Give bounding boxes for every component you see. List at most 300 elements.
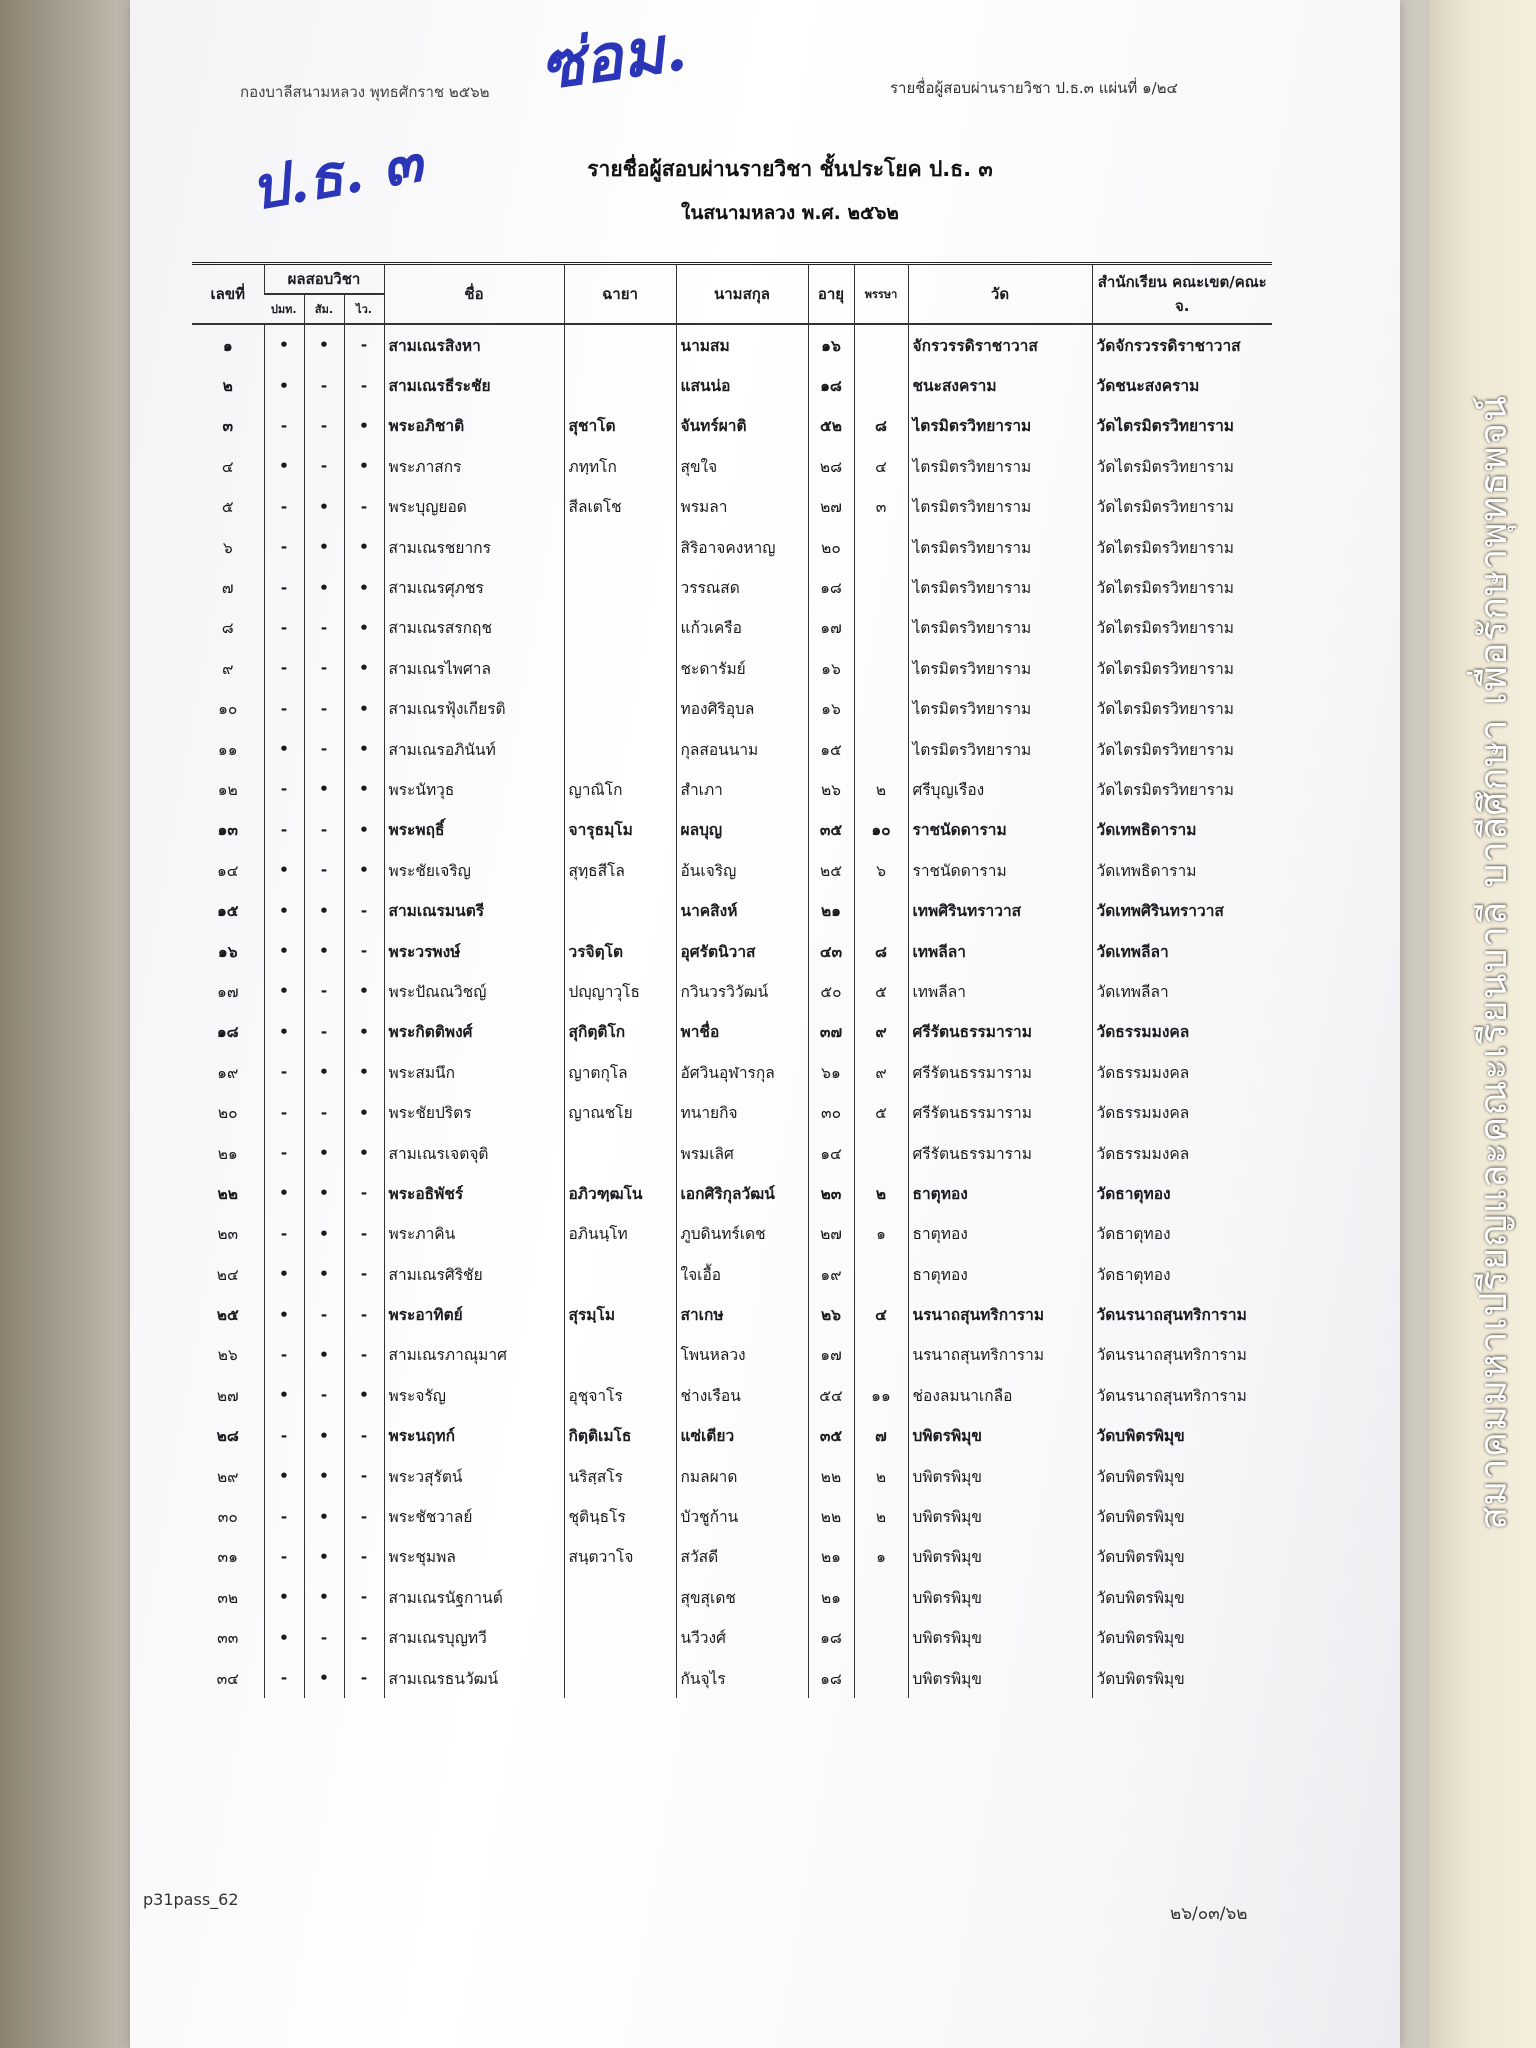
- cell-m1: •: [264, 1254, 304, 1294]
- cell-age: ๒๗: [808, 487, 854, 527]
- cell-m2: •: [304, 1173, 344, 1213]
- table-row: [192, 1496, 1272, 1536]
- cell-school: วัดเทพธิดาราม: [1092, 850, 1272, 890]
- cell-no: ๕: [221, 498, 234, 517]
- cell-name: สามเณรไพศาล: [384, 648, 564, 688]
- cell-surname: นามสม: [676, 324, 808, 365]
- cell-school: วัดนรนาถสุนทริการาม: [1092, 1375, 1272, 1415]
- cell-vassa: [854, 324, 908, 365]
- cell-m2: •: [304, 1052, 344, 1092]
- cell-school: วัดไตรมิตรวิทยาราม: [1092, 527, 1272, 567]
- cell-m1: -: [264, 1092, 304, 1132]
- cell-chaya: ชุตินฺธโร: [564, 1496, 676, 1536]
- cell-no: ๓๓: [217, 1629, 239, 1648]
- cell-m1: •: [264, 365, 304, 405]
- cell-school: วัดนรนาถสุนทริการาม: [1092, 1294, 1272, 1334]
- cell-surname: ทนายกิจ: [676, 1092, 808, 1132]
- cell-age: ๓๕: [808, 1416, 854, 1456]
- cell-m3: •: [344, 1133, 384, 1173]
- cell-m2: -: [304, 1092, 344, 1132]
- cell-school: วัดเทพลีลา: [1092, 931, 1272, 971]
- cell-m1: -: [264, 1214, 304, 1254]
- cell-age: ๒๐: [808, 527, 854, 567]
- cell-no: ๑๘: [216, 1023, 239, 1042]
- cell-vassa: [854, 1577, 908, 1617]
- cell-m3: •: [344, 810, 384, 850]
- cell-school: วัดธาตุทอง: [1092, 1214, 1272, 1254]
- cell-surname: ใจเอื้อ: [676, 1254, 808, 1294]
- cell-m3: -: [344, 1294, 384, 1334]
- cell-chaya: [564, 648, 676, 688]
- cell-m2: •: [304, 1133, 344, 1173]
- cell-wat: เทพลีลา: [908, 971, 1092, 1011]
- cell-chaya: [564, 365, 676, 405]
- cell-name: พระนัทวุธ: [384, 769, 564, 809]
- cell-m3: -: [344, 931, 384, 971]
- cell-name: พระภาคิน: [384, 1214, 564, 1254]
- cell-wat: ธาตุทอง: [908, 1254, 1092, 1294]
- table-row: [192, 890, 1272, 930]
- cell-school: วัดไตรมิตรวิทยาราม: [1092, 608, 1272, 648]
- cell-chaya: [564, 608, 676, 648]
- table-row: [192, 1092, 1272, 1132]
- col-name: ชื่อ: [384, 264, 564, 325]
- cell-m2: -: [304, 608, 344, 648]
- cell-vassa: ๒: [854, 1456, 908, 1496]
- cell-school: วัดธาตุทอง: [1092, 1254, 1272, 1294]
- cell-surname: สิริอาจคงหาญ: [676, 527, 808, 567]
- cell-m1: -: [264, 527, 304, 567]
- table-row: [192, 1335, 1272, 1375]
- cell-vassa: [854, 608, 908, 648]
- cell-no: ๑๒: [217, 780, 238, 799]
- cell-vassa: ๑๑: [854, 1375, 908, 1415]
- table-row: [192, 1133, 1272, 1173]
- cell-m1: -: [264, 648, 304, 688]
- cell-wat: ไตรมิตรวิทยาราม: [908, 406, 1092, 446]
- cell-no: ๑๙: [217, 1063, 239, 1082]
- cell-wat: บพิตรพิมุข: [908, 1456, 1092, 1496]
- document-title: รายชื่อผู้สอบผ่านรายวิชา ชั้นประโยค ป.ธ. ๓: [587, 157, 993, 181]
- cell-wat: เทพลีลา: [908, 931, 1092, 971]
- cell-school: วัดเทพธิดาราม: [1092, 810, 1272, 850]
- cell-m2: •: [304, 1254, 344, 1294]
- cell-no: ๑๗: [217, 982, 239, 1001]
- cell-school: วัดบพิตรพิมุข: [1092, 1456, 1272, 1496]
- background-left: [0, 0, 150, 2048]
- cell-m2: •: [304, 1335, 344, 1375]
- cell-m2: -: [304, 446, 344, 486]
- col-sub-wai: ไว.: [344, 294, 384, 324]
- handwriting-top: ซ่อม.: [535, 10, 691, 105]
- cell-school: วัดไตรมิตรวิทยาราม: [1092, 487, 1272, 527]
- cell-age: ๓๗: [808, 1012, 854, 1052]
- cell-m3: -: [344, 324, 384, 365]
- cell-age: ๑๘: [808, 567, 854, 607]
- cell-wat: ศรีรัตนธรรมาราม: [908, 1133, 1092, 1173]
- cell-vassa: [854, 729, 908, 769]
- cell-m1: •: [264, 1294, 304, 1334]
- cell-no: ๑๑: [217, 740, 238, 759]
- cell-surname: ผลบุญ: [676, 810, 808, 850]
- cell-chaya: [564, 1133, 676, 1173]
- col-age: อายุ: [808, 264, 854, 325]
- cell-school: วัดเทพลีลา: [1092, 971, 1272, 1011]
- cell-m2: -: [304, 810, 344, 850]
- cell-no: ๘: [221, 619, 234, 638]
- cell-m2: •: [304, 1456, 344, 1496]
- cell-no: ๓๒: [217, 1588, 239, 1607]
- cell-m2: -: [304, 971, 344, 1011]
- table-row: [192, 1052, 1272, 1092]
- cell-chaya: สนฺตวาโจ: [564, 1537, 676, 1577]
- cell-m1: •: [264, 1173, 304, 1213]
- cell-m2: •: [304, 890, 344, 930]
- cell-name: สามเณรสิงหา: [384, 324, 564, 365]
- cell-name: พระนฤทก์: [384, 1416, 564, 1456]
- cell-age: ๓๕: [808, 810, 854, 850]
- side-watermark-text: สมาคมมหาเปรียญและคณะเรียนบาลี บาลีศึกษา เพื่อรักษาพุทธพจน์: [1471, 395, 1515, 1530]
- cell-m3: -: [344, 365, 384, 405]
- col-sub-pmt: ปมท.: [264, 294, 304, 324]
- cell-age: ๒๓: [808, 1173, 854, 1213]
- table-row: [192, 810, 1272, 850]
- cell-chaya: กิตฺติเมโธ: [564, 1416, 676, 1456]
- cell-name: พระวสุรัตน์: [384, 1456, 564, 1496]
- cell-school: วัดธาตุทอง: [1092, 1173, 1272, 1213]
- table-row: [192, 324, 1272, 365]
- cell-m1: -: [264, 406, 304, 446]
- cell-school: วัดบพิตรพิมุข: [1092, 1537, 1272, 1577]
- cell-wat: ไตรมิตรวิทยาราม: [908, 567, 1092, 607]
- cell-age: ๑๘: [808, 365, 854, 405]
- cell-age: ๑๖: [808, 689, 854, 729]
- cell-m1: •: [264, 1577, 304, 1617]
- cell-surname: จันทร์ผาติ: [676, 406, 808, 446]
- cell-wat: ชนะสงคราม: [908, 365, 1092, 405]
- col-surname: นามสกุล: [676, 264, 808, 325]
- cell-vassa: [854, 1618, 908, 1658]
- cell-chaya: [564, 1658, 676, 1698]
- table-row: [192, 406, 1272, 446]
- cell-m2: •: [304, 769, 344, 809]
- cell-chaya: จารุธมฺโม: [564, 810, 676, 850]
- cell-age: ๒๒: [808, 1456, 854, 1496]
- cell-name: พระภาสกร: [384, 446, 564, 486]
- cell-name: สามเณรฟุ้งเกียรติ: [384, 689, 564, 729]
- cell-school: วัดเทพศิรินทราวาส: [1092, 890, 1272, 930]
- cell-school: วัดไตรมิตรวิทยาราม: [1092, 567, 1272, 607]
- cell-surname: บัวชูก้าน: [676, 1496, 808, 1536]
- cell-name: สามเณรศิริชัย: [384, 1254, 564, 1294]
- cell-m3: •: [344, 527, 384, 567]
- cell-m2: •: [304, 527, 344, 567]
- cell-vassa: [854, 1133, 908, 1173]
- cell-no: ๑๓: [217, 821, 238, 840]
- table-row: [192, 1416, 1272, 1456]
- cell-name: สามเณรภาณุมาศ: [384, 1335, 564, 1375]
- cell-no: ๒๘: [216, 1427, 239, 1446]
- cell-surname: อ้นเจริญ: [676, 850, 808, 890]
- cell-no: ๒๓: [217, 1225, 239, 1244]
- cell-name: พระวรพงษ์: [384, 931, 564, 971]
- cell-m3: •: [344, 648, 384, 688]
- cell-school: วัดไตรมิตรวิทยาราม: [1092, 689, 1272, 729]
- cell-school: วัดธรรมมงคล: [1092, 1133, 1272, 1173]
- table-row: [192, 1537, 1272, 1577]
- cell-wat: ไตรมิตรวิทยาราม: [908, 648, 1092, 688]
- cell-m2: -: [304, 648, 344, 688]
- cell-surname: สำเภา: [676, 769, 808, 809]
- cell-wat: ราชนัดดาราม: [908, 810, 1092, 850]
- cell-m3: -: [344, 1577, 384, 1617]
- cell-surname: พรมลา: [676, 487, 808, 527]
- cell-wat: ธาตุทอง: [908, 1173, 1092, 1213]
- cell-chaya: สุชาโต: [564, 406, 676, 446]
- cell-m1: •: [264, 890, 304, 930]
- table-row: [192, 446, 1272, 486]
- cell-no: ๒๖: [217, 1346, 238, 1365]
- cell-wat: จักรวรรดิราชาวาส: [908, 324, 1092, 365]
- cell-m1: -: [264, 1133, 304, 1173]
- cell-chaya: ญาตกุโล: [564, 1052, 676, 1092]
- col-results-group: ผลสอบวิชา: [264, 264, 384, 295]
- cell-m2: •: [304, 1496, 344, 1536]
- footer-file-code: p31pass_62: [143, 1890, 239, 1909]
- cell-m1: -: [264, 1416, 304, 1456]
- cell-school: วัดบพิตรพิมุข: [1092, 1658, 1272, 1698]
- cell-m2: -: [304, 406, 344, 446]
- col-wat: วัด: [908, 264, 1092, 325]
- cell-wat: เทพศิรินทราวาส: [908, 890, 1092, 930]
- cell-chaya: [564, 567, 676, 607]
- cell-school: วัดไตรมิตรวิทยาราม: [1092, 446, 1272, 486]
- table-row: [192, 527, 1272, 567]
- cell-name: สามเณรบุญทวี: [384, 1618, 564, 1658]
- cell-m3: •: [344, 446, 384, 486]
- cell-surname: กันจุไร: [676, 1658, 808, 1698]
- table-row: [192, 850, 1272, 890]
- cell-no: ๒๒: [217, 1184, 238, 1203]
- cell-surname: วรรณสด: [676, 567, 808, 607]
- cell-m2: •: [304, 1537, 344, 1577]
- cell-name: พระชุมพล: [384, 1537, 564, 1577]
- cell-m2: -: [304, 729, 344, 769]
- cell-wat: ศรีรัตนธรรมาราม: [908, 1052, 1092, 1092]
- cell-no: ๓๐: [217, 1508, 238, 1527]
- cell-age: ๖๑: [808, 1052, 854, 1092]
- cell-age: ๕๐: [808, 971, 854, 1011]
- cell-vassa: ๔: [854, 446, 908, 486]
- cell-no: ๑๔: [216, 861, 239, 880]
- cell-no: ๒: [222, 377, 233, 396]
- table-row: [192, 1254, 1272, 1294]
- cell-chaya: [564, 1254, 676, 1294]
- cell-age: ๕๒: [808, 406, 854, 446]
- col-chaya: ฉายา: [564, 264, 676, 325]
- handwriting-left: ป.ธ. ๓: [245, 126, 428, 224]
- table-row: [192, 487, 1272, 527]
- cell-school: วัดไตรมิตรวิทยาราม: [1092, 729, 1272, 769]
- cell-chaya: อภินนฺโท: [564, 1214, 676, 1254]
- cell-surname: อุศรัตนิวาส: [676, 931, 808, 971]
- cell-wat: นรนาถสุนทริการาม: [908, 1294, 1092, 1334]
- cell-age: ๒๑: [808, 890, 854, 930]
- cell-m1: -: [264, 1658, 304, 1698]
- cell-name: พระบุญยอด: [384, 487, 564, 527]
- cell-age: ๒๗: [808, 1214, 854, 1254]
- cell-wat: ศรีบุญเรือง: [908, 769, 1092, 809]
- cell-wat: ไตรมิตรวิทยาราม: [908, 729, 1092, 769]
- cell-vassa: ๒: [854, 1173, 908, 1213]
- table-row: [192, 1012, 1272, 1052]
- cell-m3: -: [344, 1254, 384, 1294]
- cell-surname: นาคสิงห์: [676, 890, 808, 930]
- cell-m2: -: [304, 1294, 344, 1334]
- cell-name: พระชัยปริตร: [384, 1092, 564, 1132]
- cell-m1: -: [264, 689, 304, 729]
- cell-no: ๒๕: [216, 1306, 239, 1325]
- table-row: [192, 1294, 1272, 1334]
- cell-vassa: ๔: [854, 1294, 908, 1334]
- cell-chaya: [564, 729, 676, 769]
- cell-wat: ศรีรัตนธรรมาราม: [908, 1092, 1092, 1132]
- cell-vassa: [854, 365, 908, 405]
- table-row: [192, 608, 1272, 648]
- cell-m3: -: [344, 1214, 384, 1254]
- cell-surname: แสนน่อ: [676, 365, 808, 405]
- cell-vassa: [854, 1254, 908, 1294]
- cell-m2: -: [304, 365, 344, 405]
- cell-surname: กวินวรวิวัฒน์: [676, 971, 808, 1011]
- cell-m2: -: [304, 1012, 344, 1052]
- cell-m1: -: [264, 810, 304, 850]
- cell-surname: ชะดารัมย์: [676, 648, 808, 688]
- cell-m1: -: [264, 1496, 304, 1536]
- cell-m2: •: [304, 324, 344, 365]
- cell-m3: •: [344, 971, 384, 1011]
- cell-age: ๒๒: [808, 1496, 854, 1536]
- cell-age: ๒๕: [808, 850, 854, 890]
- cell-chaya: [564, 1618, 676, 1658]
- cell-m2: -: [304, 1618, 344, 1658]
- cell-wat: ไตรมิตรวิทยาราม: [908, 527, 1092, 567]
- cell-vassa: ๘: [854, 931, 908, 971]
- table-body: [192, 324, 1272, 1698]
- table-row: [192, 365, 1272, 405]
- cell-m1: •: [264, 1618, 304, 1658]
- cell-vassa: ๓: [854, 487, 908, 527]
- header-left-note: กองบาลีสนามหลวง พุทธศักราช ๒๕๖๒: [240, 83, 490, 101]
- cell-m2: •: [304, 567, 344, 607]
- cell-school: วัดบพิตรพิมุข: [1092, 1618, 1272, 1658]
- table-row: [192, 567, 1272, 607]
- cell-no: ๙: [222, 659, 234, 678]
- cell-no: ๒๗: [216, 1386, 239, 1405]
- cell-m3: -: [344, 1335, 384, 1375]
- cell-surname: กุลสอนนาม: [676, 729, 808, 769]
- cell-m1: •: [264, 1012, 304, 1052]
- cell-chaya: [564, 1577, 676, 1617]
- table-header-row: [192, 264, 1272, 295]
- cell-surname: พรมเลิศ: [676, 1133, 808, 1173]
- cell-vassa: ๘: [854, 406, 908, 446]
- cell-m1: -: [264, 567, 304, 607]
- cell-surname: พาชื่อ: [676, 1012, 808, 1052]
- cell-vassa: ๖: [854, 850, 908, 890]
- cell-no: ๖: [222, 538, 233, 557]
- cell-vassa: ๕: [854, 1092, 908, 1132]
- cell-school: วัดจักรวรรดิราชาวาส: [1092, 324, 1272, 365]
- cell-chaya: สุรมฺโม: [564, 1294, 676, 1334]
- cell-vassa: [854, 1335, 908, 1375]
- cell-vassa: [854, 567, 908, 607]
- cell-vassa: ๑๐: [854, 810, 908, 850]
- cell-m2: -: [304, 1375, 344, 1415]
- cell-name: สามเณรสรกฤช: [384, 608, 564, 648]
- table-row: [192, 1214, 1272, 1254]
- cell-wat: ช่องลมนาเกลือ: [908, 1375, 1092, 1415]
- cell-school: วัดบพิตรพิมุข: [1092, 1496, 1272, 1536]
- col-school: สำนักเรียน คณะเขต/คณะ จ.: [1092, 264, 1272, 325]
- cell-surname: นวีวงศ์: [676, 1618, 808, 1658]
- cell-wat: ราชนัดดาราม: [908, 850, 1092, 890]
- cell-m1: •: [264, 446, 304, 486]
- cell-m3: •: [344, 689, 384, 729]
- cell-chaya: [564, 689, 676, 729]
- table-row: [192, 1618, 1272, 1658]
- table-row: [192, 769, 1272, 809]
- cell-chaya: สุทฺธสีโล: [564, 850, 676, 890]
- cell-m3: -: [344, 1618, 384, 1658]
- cell-vassa: [854, 527, 908, 567]
- cell-age: ๑๙: [808, 1254, 854, 1294]
- cell-chaya: ญาณชโย: [564, 1092, 676, 1132]
- cell-name: พระชัชวาลย์: [384, 1496, 564, 1536]
- cell-school: วัดชนะสงคราม: [1092, 365, 1272, 405]
- cell-age: ๑๘: [808, 1618, 854, 1658]
- cell-no: ๑๐: [218, 700, 238, 719]
- cell-age: ๑๖: [808, 324, 854, 365]
- cell-m1: -: [264, 1537, 304, 1577]
- cell-m3: •: [344, 1012, 384, 1052]
- table-row: [192, 1577, 1272, 1617]
- results-table: [192, 262, 1272, 1698]
- cell-name: สามเณรอภินันท์: [384, 729, 564, 769]
- cell-m1: •: [264, 324, 304, 365]
- cell-surname: แซ่เตียว: [676, 1416, 808, 1456]
- cell-chaya: [564, 890, 676, 930]
- cell-name: พระชัยเจริญ: [384, 850, 564, 890]
- cell-name: สามเณรมนตรี: [384, 890, 564, 930]
- cell-vassa: ๕: [854, 971, 908, 1011]
- cell-chaya: สีลเตโช: [564, 487, 676, 527]
- cell-m3: •: [344, 1052, 384, 1092]
- cell-no: ๔: [221, 457, 234, 476]
- cell-surname: สวัสดี: [676, 1537, 808, 1577]
- table-row: [192, 1658, 1272, 1698]
- cell-chaya: ภทฺทโก: [564, 446, 676, 486]
- cell-surname: โพนหลวง: [676, 1335, 808, 1375]
- col-vassa: พรรษา: [854, 264, 908, 325]
- cell-wat: ไตรมิตรวิทยาราม: [908, 446, 1092, 486]
- cell-wat: ไตรมิตรวิทยาราม: [908, 608, 1092, 648]
- cell-wat: บพิตรพิมุข: [908, 1618, 1092, 1658]
- cell-age: ๔๓: [808, 931, 854, 971]
- table-row: [192, 729, 1272, 769]
- cell-school: วัดธรรมมงคล: [1092, 1092, 1272, 1132]
- cell-m3: -: [344, 1537, 384, 1577]
